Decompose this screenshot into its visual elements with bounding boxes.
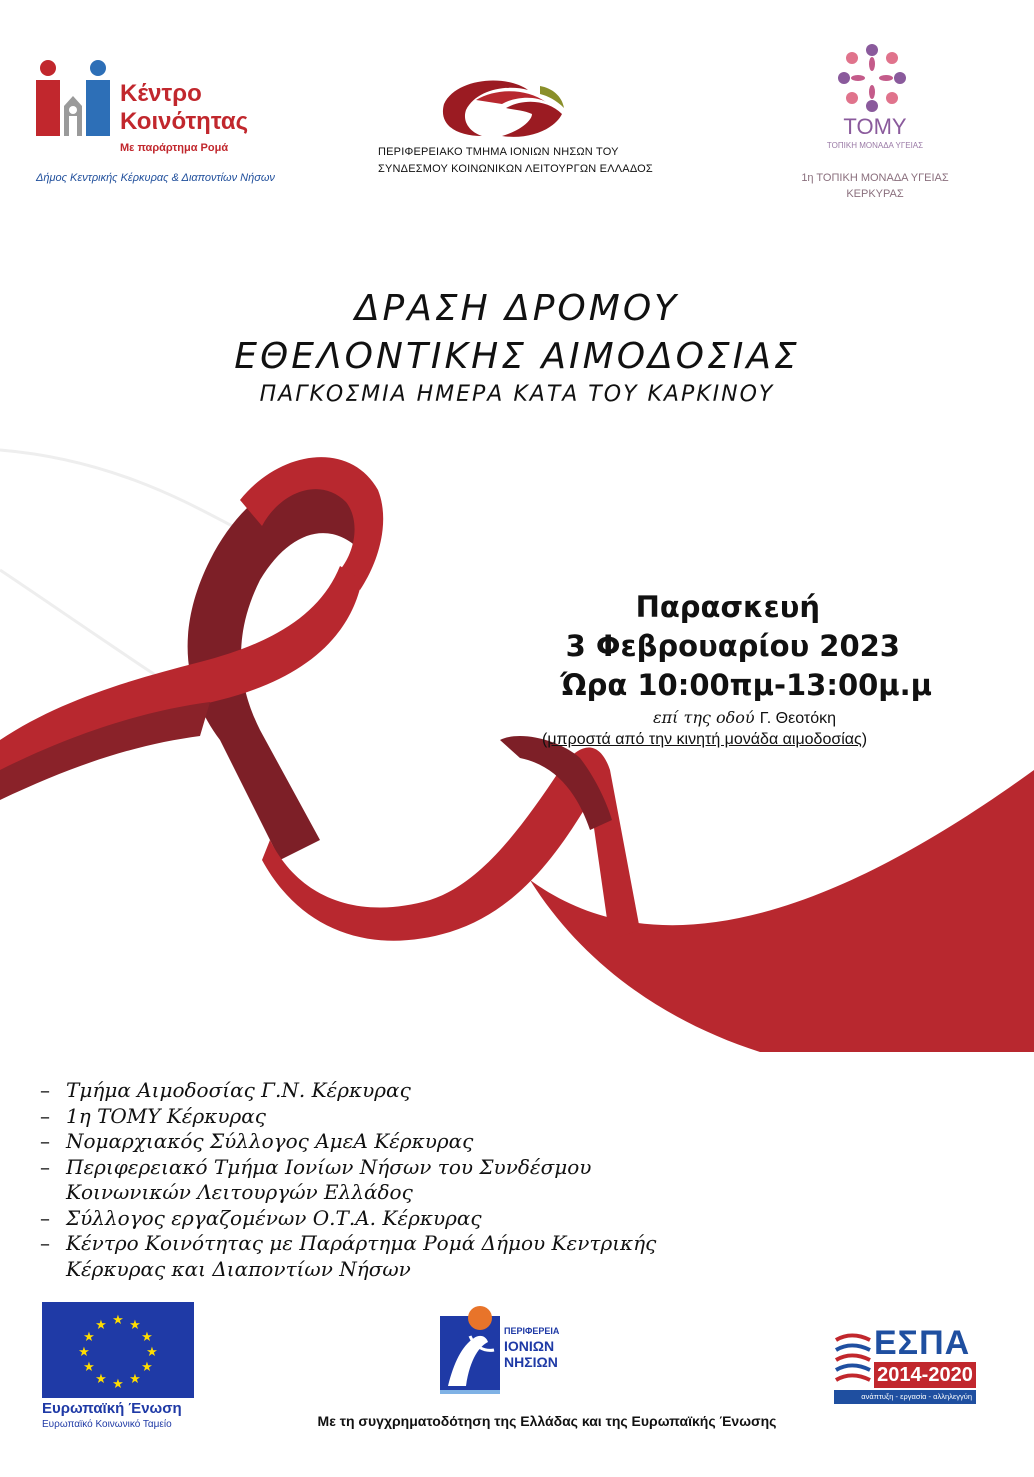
eu-name: Ευρωπαϊκή Ένωση <box>42 1400 182 1417</box>
svg-text:★: ★ <box>129 1318 141 1333</box>
title-world-cancer-day: ΠΑΓΚΟΣΜΙΑ ΗΜΕΡΑ ΚΑΤΑ ΤΟΥ ΚΑΡΚΙΝΟΥ <box>259 382 775 407</box>
list-item: – Νομαρχιακός Σύλλογος ΑμεΑ Κέρκυρας <box>40 1129 740 1155</box>
region-line-3: ΝΗΣΙΩΝ <box>504 1354 558 1370</box>
event-location <box>653 708 836 728</box>
skle-hands-icon <box>436 74 566 142</box>
partner-list <box>40 1078 740 1282</box>
kentro-koinotitas-logo <box>36 58 286 193</box>
skle-line-1: ΠΕΡΙΦΕΡΕΙΑΚΟ ΤΜΗΜΑ ΙΟΝΙΩΝ ΝΗΣΩΝ ΤΟΥ <box>378 146 619 158</box>
title-voluntary-donation: ΕΘΕΛΟΝΤΙΚΗΣ ΑΙΜΟΔΟΣΙΑΣ <box>234 336 800 377</box>
region-line-1: ΠΕΡΙΦΕΡΕΙΑ <box>504 1326 560 1336</box>
svg-text:★: ★ <box>83 1330 95 1345</box>
community-house-icon <box>36 58 112 138</box>
svg-text:★: ★ <box>78 1345 90 1360</box>
espa-word: ΕΣΠΑ <box>874 1324 971 1362</box>
event-time: Ώρα 10:00πμ-13:00μ.μ <box>560 668 932 702</box>
location-prefix: επί της οδού <box>653 708 755 727</box>
svg-text:★: ★ <box>141 1360 153 1375</box>
list-item: – Τμήμα Αιμοδοσίας Γ.Ν. Κέρκυρας <box>40 1078 740 1104</box>
svg-text:★: ★ <box>83 1360 95 1375</box>
svg-text:★: ★ <box>112 1313 124 1328</box>
tomy-title: ΤΟΜΥ <box>843 114 907 139</box>
espa-waves-icon <box>834 1330 872 1388</box>
location-street: Γ. Θεοτόκη <box>759 710 836 727</box>
espa-logo <box>834 1324 976 1408</box>
kentro-municipality: Δήμος Κεντρικής Κέρκυρας & Διαποντίων Νήσων <box>36 172 275 184</box>
svg-text:★: ★ <box>141 1330 153 1345</box>
tomy-location: 1η ΤΟΠΙΚΗ ΜΟΝΑΔΑ ΥΓΕΙΑΣ ΚΕΡΚΥΡΑΣ <box>801 172 949 200</box>
skle-logo <box>378 74 698 184</box>
cofunding-note: Με τη συγχρηματοδότηση της Ελλάδας και της Ευρωπαϊκής Ένωσης <box>317 1413 777 1429</box>
list-item: – Περιφερειακό Τμήμα Ιονίων Νήσων του Συνδέσμου Κοινωνικών Λειτουργών Ελλάδος <box>40 1155 666 1206</box>
tomy-flower-icon <box>832 40 912 116</box>
svg-text:★: ★ <box>146 1345 158 1360</box>
svg-text:★: ★ <box>95 1372 107 1387</box>
eu-flag <box>42 1302 194 1398</box>
svg-text:★: ★ <box>129 1372 141 1387</box>
svg-text:ΣΚΛΕ: ΣΚΛΕ <box>480 110 508 121</box>
eu-fund: Ευρωπαϊκό Κοινωνικό Ταμείο <box>42 1419 172 1430</box>
title-street-action: ΔΡΑΣΗ ΔΡΟΜΟΥ <box>354 288 680 329</box>
espa-tagline: ανάπτυξη - εργασία - αλληλεγγύη <box>834 1390 976 1404</box>
svg-text:★: ★ <box>95 1318 107 1333</box>
kentro-subtitle: Με παράρτημα Ρομά <box>120 142 229 154</box>
region-emblem-icon <box>440 1306 500 1394</box>
eu-stars-icon <box>42 1302 194 1398</box>
list-item: – Σύλλογος εργαζομένων Ο.Τ.Α. Κέρκυρας <box>40 1206 740 1232</box>
region-line-2: ΙΟΝΙΩΝ <box>504 1338 555 1354</box>
awareness-ribbon-illustration <box>0 440 1034 1060</box>
kentro-title: Κέντρο Κοινότητας <box>120 80 249 135</box>
tomy-subtitle: ΤΟΠΙΚΗ ΜΟΝΑΔΑ ΥΓΕΙΑΣ <box>826 141 924 150</box>
list-item: – Κέντρο Κοινότητας με Παράρτημα Ρομά Δήμου Κεντρικής Κέρκυρας και Διαποντίων Νήσων <box>40 1231 746 1282</box>
list-item: – 1η ΤΟΜΥ Κέρκυρας <box>40 1104 740 1130</box>
tomy-logo <box>780 40 980 205</box>
event-date: 3 Φεβρουαρίου 2023 <box>565 629 900 663</box>
event-day: Παρασκευή <box>635 590 820 624</box>
skle-line-2: ΣΥΝΔΕΣΜΟΥ ΚΟΙΝΩΝΙΚΩΝ ΛΕΙΤΟΥΡΓΩΝ ΕΛΛΑΔΟΣ <box>378 163 653 175</box>
svg-text:★: ★ <box>112 1377 124 1392</box>
event-location-note: (μπροστά από την κινητή μονάδα αιμοδοσίας) <box>542 731 868 748</box>
espa-years: 2014-2020 <box>874 1362 976 1388</box>
region-ionian-logo <box>440 1306 590 1396</box>
